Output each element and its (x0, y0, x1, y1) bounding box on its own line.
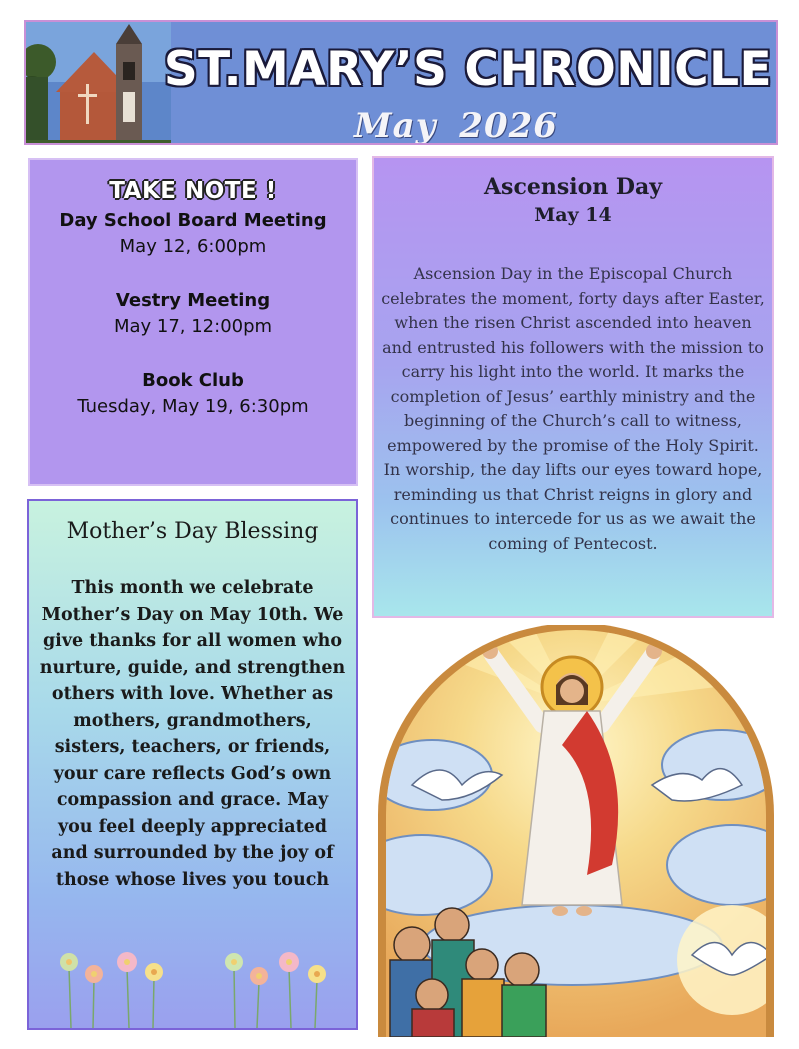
take-note-heading: TAKE NOTE ! (109, 178, 277, 204)
newsletter-title: ST.MARY’S CHRONICLE (163, 42, 773, 97)
event-item (30, 288, 356, 340)
mothers-day-panel (27, 499, 358, 1030)
event-name: Vestry Meeting (115, 290, 271, 311)
ascension-body: Ascension Day in the Episcopal Church celebrates the moment, forty days after Easter, when the risen Christ ascended into heaven and entrusted his followers with the mission to carry his light into the world. It marks the completion of Jesus’ earthly ministry and the beginning of the Church’s call to witness, empowered by the promise of the Holy Spirit. In worship, the day lifts our eyes toward hope, reminding us that Christ reigns in glory and continues to intercede for us as we await the coming of Pentecost. (381, 264, 765, 553)
mothers-day-body: This month we celebrate Mother’s Day on May 10th. We give thanks for all women who nurture, guide, and strengthen others with love. Whether as mothers, grandmothers, sisters, teachers, or friends, your care reflects God’s own compassion and grace. May you feel deeply appreciated and surrounded by the joy of those whose lives you touch (39, 578, 346, 890)
issue-month: May 2026 (354, 106, 558, 145)
event-name: Day School Board Meeting (59, 210, 327, 231)
mothers-day-title: Mother’s Day Blessing (66, 519, 319, 544)
event-name: Book Club (142, 370, 244, 391)
event-date: Tuesday, May 19, 6:30pm (77, 396, 309, 417)
event-date: May 12, 6:00pm (119, 236, 267, 257)
flowers-decoration (49, 938, 349, 1028)
take-note-panel (28, 158, 358, 486)
newsletter-header (24, 20, 778, 145)
event-item (30, 368, 356, 420)
ascension-title: Ascension Day (483, 174, 663, 200)
event-date: May 17, 12:00pm (113, 316, 273, 337)
ascension-date: May 14 (534, 204, 612, 226)
event-item (30, 208, 356, 260)
ascension-day-panel (372, 156, 774, 618)
church-photo (26, 22, 171, 145)
ascension-illustration (372, 625, 780, 1037)
